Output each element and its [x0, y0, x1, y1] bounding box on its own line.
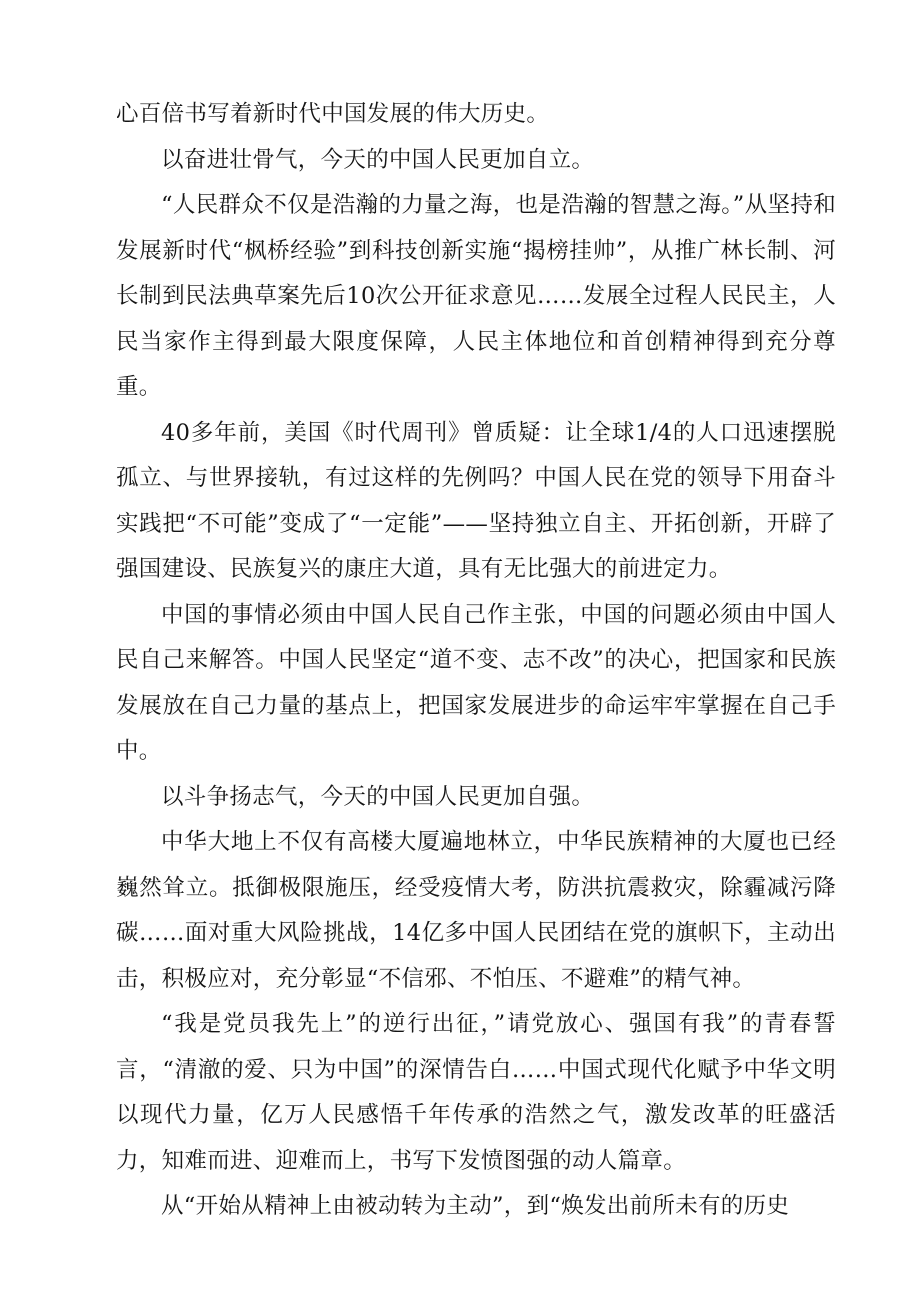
paragraph-youth-pledge: “我是党员我先上”的逆行出征，”请党放心、强国有我”的青春誓言，“清澈的爱、只为中国”的深情告白……中国式现代化赋予中华文明以现代力量，亿万人民感悟千年传承的浩然之气，激发改革的旺盛活力，知难而进、迎难而上，书写下发愤图强的动人篇章。	[116, 1011, 836, 1174]
paragraph-people-democracy: “人民群众不仅是浩瀚的力量之海，也是浩瀚的智慧之海。”从坚持和发展新时代“枫桥经验”到科技创新实施“揭榜挂帅”，从推广林长制、河长制到民法典草案先后10次公开征求意见……发展全过程人民民主，人民当家作主得到最大限度保障，人民主体地位和首创精神得到充分尊重。	[116, 192, 836, 400]
paragraph-time-magazine: 40多年前，美国《时代周刊》曾质疑：让全球1/4的人口迅速摆脱孤立、与世界接轨，有过这样的先例吗？中国人民在党的领导下用奋斗实践把“不可能”变成了“一定能”——坚持独立自主、开拓创新，开辟了强国建设、民族复兴的康庄大道，具有无比强大的前进定力。	[116, 419, 836, 582]
paragraph-own-decisions: 中国的事情必须由中国人民自己作主张，中国的问题必须由中国人民自己来解答。中国人民坚定“道不变、志不改”的决心，把国家和民族发展放在自己力量的基点上，把国家发展进步的命运牢牢掌握在自己手中。	[116, 601, 836, 764]
paragraph-continuation: 心百倍书写着新时代中国发展的伟大历史。	[116, 101, 550, 127]
paragraph-heading-self-reliance: 以奋进壮骨气，今天的中国人民更加自立。	[161, 146, 595, 173]
paragraph-heading-self-strength: 以斗争扬志气，今天的中国人民更加自强。	[161, 783, 595, 810]
article-body	[116, 92, 836, 1230]
paragraph-passive-to-active: 从“开始从精神上由被动转为主动”，到“焕发出前所未有的历史	[161, 1193, 790, 1219]
paragraph-national-spirit: 中华大地上不仅有高楼大厦遍地林立，中华民族精神的大厦也已经巍然耸立。抵御极限施压，经受疫情大考，防洪抗震救灾，除霾减污降碳……面对重大风险挑战，14亿多中国人民团结在党的旗帜下，主动出击，积极应对，充分彰显“不信邪、不怕压、不避难”的精气神。	[116, 829, 836, 992]
